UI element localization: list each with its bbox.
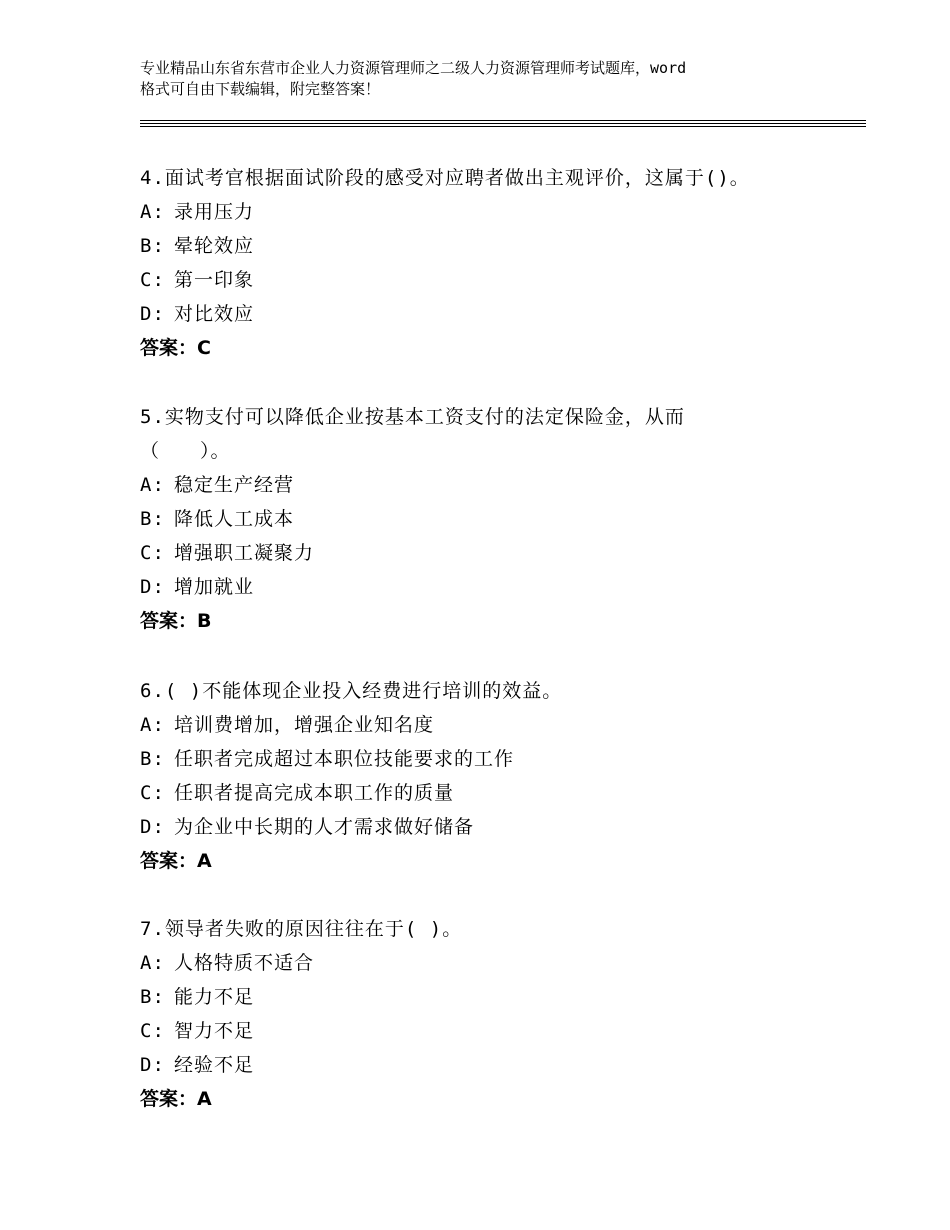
option-letter: B: — [140, 235, 165, 257]
document-header — [140, 58, 840, 100]
option-letter: A: — [140, 474, 165, 496]
option-text: 增加就业 — [174, 576, 255, 598]
question-block — [140, 912, 880, 1116]
option-letter: C: — [140, 269, 165, 291]
option-c — [140, 536, 880, 570]
option-text: 智力不足 — [174, 1020, 255, 1042]
header-divider — [140, 123, 866, 124]
option-text: 经验不足 — [174, 1054, 255, 1076]
option-text: 任职者完成超过本职位技能要求的工作 — [174, 748, 515, 770]
option-letter: B: — [140, 508, 165, 530]
header-title-line-1: 专业精品山东省东营市企业人力资源管理师之二级人力资源管理师考试题库，word — [140, 59, 687, 77]
answer-line: 答案：A — [140, 850, 212, 872]
option-b — [140, 742, 880, 776]
option-text: 增强职工凝聚力 — [174, 542, 315, 564]
option-letter: D: — [140, 1054, 165, 1076]
answer-line: 答案：B — [140, 610, 212, 632]
option-c — [140, 776, 880, 810]
option-b — [140, 229, 880, 263]
option-letter: D: — [140, 576, 165, 598]
option-letter: B: — [140, 748, 165, 770]
option-text: 第一印象 — [174, 269, 255, 291]
option-text: 培训费增加，增强企业知名度 — [174, 714, 435, 736]
option-d — [140, 297, 880, 331]
header-divider — [140, 126, 866, 127]
option-text: 对比效应 — [174, 303, 255, 325]
option-c — [140, 1014, 880, 1048]
option-text: 人格特质不适合 — [174, 952, 315, 974]
option-text: 降低人工成本 — [174, 508, 295, 530]
option-d — [140, 1048, 880, 1082]
option-d — [140, 810, 880, 844]
question-stem: 6.( )不能体现企业投入经费进行培训的效益。 — [140, 680, 563, 702]
option-a — [140, 946, 880, 980]
question-stem: 5.实物支付可以降低企业按基本工资支付的法定保险金，从而 — [140, 406, 685, 428]
question-stem-continuation: （ ）。 — [140, 440, 231, 462]
option-letter: A: — [140, 714, 165, 736]
option-letter: A: — [140, 952, 165, 974]
option-letter: C: — [140, 542, 165, 564]
option-letter: C: — [140, 1020, 165, 1042]
option-c — [140, 263, 880, 297]
question-block — [140, 161, 880, 365]
question-block — [140, 400, 880, 638]
option-a — [140, 708, 880, 742]
header-divider — [140, 120, 866, 121]
option-text: 录用压力 — [174, 201, 255, 223]
question-stem: 4.面试考官根据面试阶段的感受对应聘者做出主观评价，这属于()。 — [140, 167, 750, 189]
question-stem: 7.领导者失败的原因往往在于( )。 — [140, 918, 463, 940]
option-b — [140, 502, 880, 536]
option-letter: C: — [140, 782, 165, 804]
option-letter: B: — [140, 986, 165, 1008]
answer-line: 答案：C — [140, 337, 211, 359]
question-block — [140, 674, 880, 878]
option-text: 晕轮效应 — [174, 235, 255, 257]
header-title-line-2: 格式可自由下载编辑，附完整答案！ — [140, 80, 381, 98]
option-text: 能力不足 — [174, 986, 255, 1008]
option-text: 稳定生产经营 — [174, 474, 295, 496]
option-d — [140, 570, 880, 604]
option-text: 任职者提高完成本职工作的质量 — [174, 782, 455, 804]
option-b — [140, 980, 880, 1014]
option-text: 为企业中长期的人才需求做好储备 — [174, 816, 475, 838]
option-letter: D: — [140, 303, 165, 325]
option-a — [140, 195, 880, 229]
answer-line: 答案：A — [140, 1088, 212, 1110]
option-a — [140, 468, 880, 502]
option-letter: D: — [140, 816, 165, 838]
option-letter: A: — [140, 201, 165, 223]
